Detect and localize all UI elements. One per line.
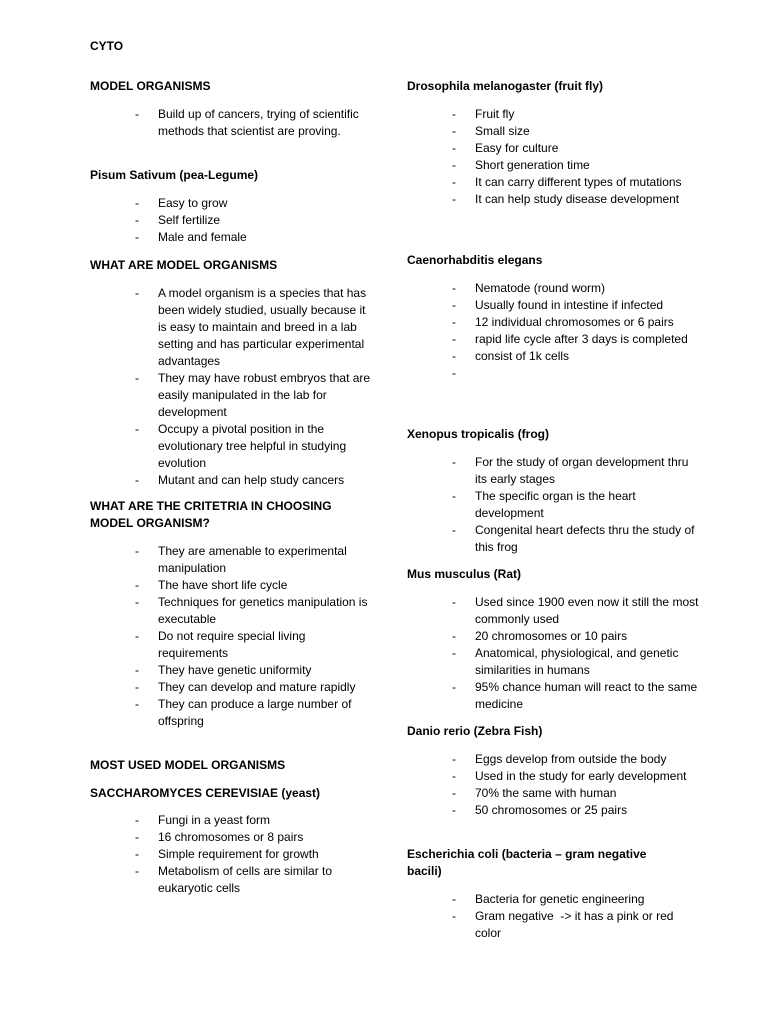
list-item: - Fruit fly — [452, 106, 702, 123]
list-item: - Male and female — [135, 229, 375, 246]
section-heading: Caenorhabditis elegans — [407, 253, 543, 267]
section-heading: MODEL ORGANISMS — [90, 79, 211, 93]
list-item: - Eggs develop from outside the body — [452, 751, 702, 768]
list-item: - They are amenable to experimental manipulation — [135, 543, 375, 577]
list-item: - Anatomical, physiological, and genetic similarities in humans — [452, 645, 702, 679]
bullet-list — [135, 812, 375, 897]
list-item: - They may have robust embryos that are easily manipulated in the lab for development — [135, 370, 375, 421]
list-item: - They can produce a large number of offspring — [135, 696, 375, 730]
list-item: - 20 chromosomes or 10 pairs — [452, 628, 702, 645]
section-heading: Drosophila melanogaster (fruit fly) — [407, 79, 604, 93]
list-item: - consist of 1k cells — [452, 348, 702, 365]
section-heading: Pisum Sativum (pea-Legume) — [90, 168, 259, 182]
bullet-list — [452, 751, 702, 819]
list-item: - They can develop and mature rapidly — [135, 679, 375, 696]
list-item: - Nematode (round worm) — [452, 280, 702, 297]
list-item: - 70% the same with human — [452, 785, 702, 802]
list-item: - They have genetic uniformity — [135, 662, 375, 679]
list-item: - rapid life cycle after 3 days is completed — [452, 331, 702, 348]
list-item: - 95% chance human will react to the same medicine — [452, 679, 702, 713]
list-item: - Gram negative -> it has a pink or red color — [452, 908, 702, 942]
list-item: - Metabolism of cells are similar to eukaryotic cells — [135, 863, 375, 897]
list-item: - Easy for culture — [452, 140, 702, 157]
document-title: CYTO — [90, 39, 124, 53]
list-item: - A model organism is a species that has been widely studied, usually because it is easy to maintain and breed in a lab setting and has particular experimental advantages — [135, 285, 375, 370]
list-item: - Simple requirement for growth — [135, 846, 375, 863]
list-item: - Techniques for genetics manipulation is executable — [135, 594, 375, 628]
list-item: - The have short life cycle — [135, 577, 375, 594]
section-heading: WHAT ARE THE CRITETRIA IN CHOOSING MODEL ORGANISM? — [90, 499, 332, 530]
list-item: - 16 chromosomes or 8 pairs — [135, 829, 375, 846]
list-item: - 50 chromosomes or 25 pairs — [452, 802, 702, 819]
list-item: - Used since 1900 even now it still the most commonly used — [452, 594, 702, 628]
list-item: - It can carry different types of mutations — [452, 174, 702, 191]
list-item: - For the study of organ development thru its early stages — [452, 454, 702, 488]
section-heading: WHAT ARE MODEL ORGANISMS — [90, 258, 278, 272]
list-item: - Fungi in a yeast form — [135, 812, 375, 829]
list-item: - Self fertilize — [135, 212, 375, 229]
bullet-list — [135, 195, 375, 246]
bullet-list — [135, 285, 375, 489]
bullet-list — [452, 594, 702, 713]
section-heading: Escherichia coli (bacteria – gram negative bacili) — [407, 847, 647, 878]
list-item: - Build up of cancers, trying of scientific methods that scientist are proving. — [135, 106, 375, 140]
section-heading: Danio rerio (Zebra Fish) — [407, 724, 543, 738]
list-item: - Usually found in intestine if infected — [452, 297, 702, 314]
section-heading: Mus musculus (Rat) — [407, 567, 522, 581]
list-item: - Easy to grow — [135, 195, 375, 212]
section-heading: Xenopus tropicalis (frog) — [407, 427, 550, 441]
bullet-list — [452, 891, 702, 942]
list-item: - Mutant and can help study cancers — [135, 472, 375, 489]
list-item: - 12 individual chromosomes or 6 pairs — [452, 314, 702, 331]
list-item: - Used in the study for early development — [452, 768, 702, 785]
bullet-list — [452, 454, 702, 556]
list-item: - Occupy a pivotal position in the evolutionary tree helpful in studying evolution — [135, 421, 375, 472]
list-item: - Do not require special living requirements — [135, 628, 375, 662]
bullet-list — [135, 106, 375, 140]
list-item: - Small size — [452, 123, 702, 140]
list-item: - Bacteria for genetic engineering — [452, 891, 702, 908]
bullet-list — [452, 280, 702, 382]
list-item — [452, 365, 702, 382]
list-item: - Congenital heart defects thru the study of this frog — [452, 522, 702, 556]
list-item: - Short generation time — [452, 157, 702, 174]
bullet-list — [452, 106, 702, 208]
list-item: - It can help study disease development — [452, 191, 702, 208]
list-item: - The specific organ is the heart development — [452, 488, 702, 522]
section-heading: SACCHAROMYCES CEREVISIAE (yeast) — [90, 786, 321, 800]
bullet-list — [135, 543, 375, 730]
section-heading: MOST USED MODEL ORGANISMS — [90, 758, 286, 772]
